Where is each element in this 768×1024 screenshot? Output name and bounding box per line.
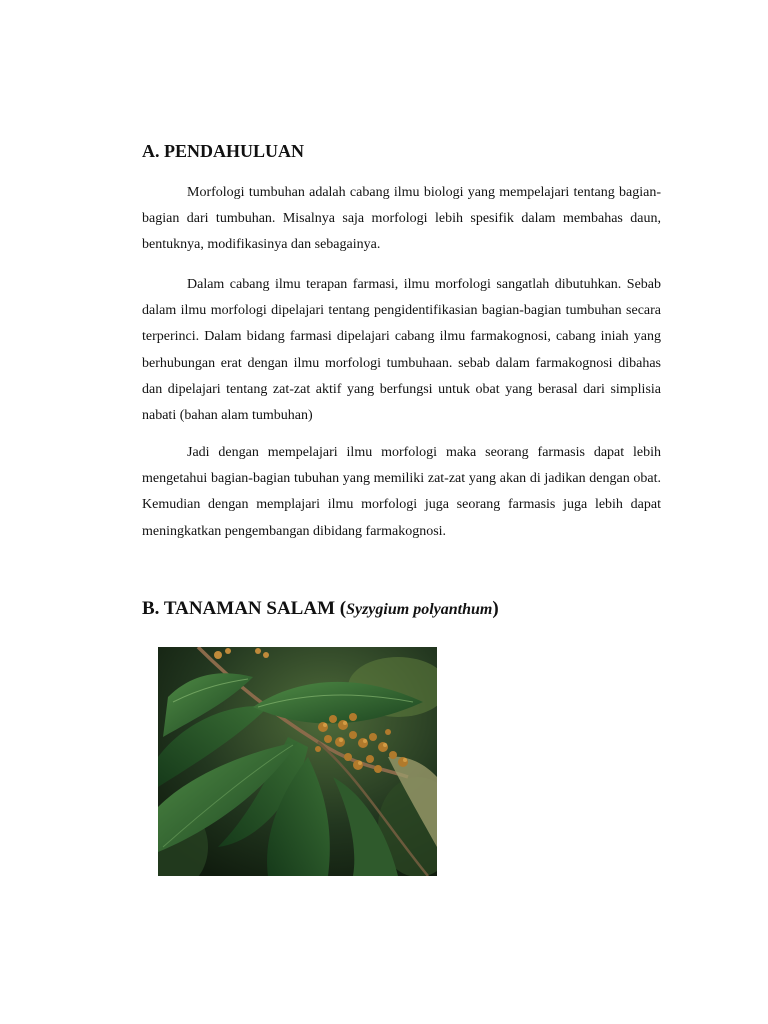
paragraph-2: Dalam cabang ilmu terapan farmasi, ilmu morfologi sangatlah dibutuhkan. Sebab dalam ilmu morfologi dipelajari tentang pengidentifikasian bagian-bagian tumbuhan secara terperinci. Dalam bidang farmasi dipelajari cabang ilmu farmakognosi, cabang iniah yang berhubungan erat dengan ilmu morfologi tumbuhaan. sebab dalam farmakognosi dibahas dan dipelajari tentang zat-zat aktif yang berfungsi untuk obat yang berasal dari simplisia nabati (bahan alam tumbuhan): [142, 277, 661, 424]
salam-plant-photo: [158, 647, 437, 876]
section-b-heading-prefix: B. TANAMAN SALAM (: [142, 598, 347, 619]
paragraph-3: Jadi dengan mempelajari ilmu morfologi maka seorang farmasis dapat lebih mengetahui bagian-bagian tubuhan yang memiliki zat-zat yang akan di jadikan dengan obat. Kemudian dengan memplajari ilmu morfologi juga seorang farmasis juga lebih dapat meningkatkan pengembangan dibidang farmakognosi.: [142, 445, 661, 539]
plant-illustration: [158, 647, 437, 876]
section-b-heading: [142, 598, 499, 620]
section-b-heading-suffix: ): [492, 598, 499, 619]
scientific-name: Syzygium polyanthum: [346, 601, 493, 618]
paragraph-1: Morfologi tumbuhan adalah cabang ilmu biologi yang mempelajari tentang bagian-bagian dari tumbuhan. Misalnya saja morfologi lebih spesifik dalam membahas daun, bentuknya, modifikasinya dan sebagainya.: [142, 185, 661, 253]
section-a-heading: A. PENDAHULUAN: [142, 141, 304, 161]
